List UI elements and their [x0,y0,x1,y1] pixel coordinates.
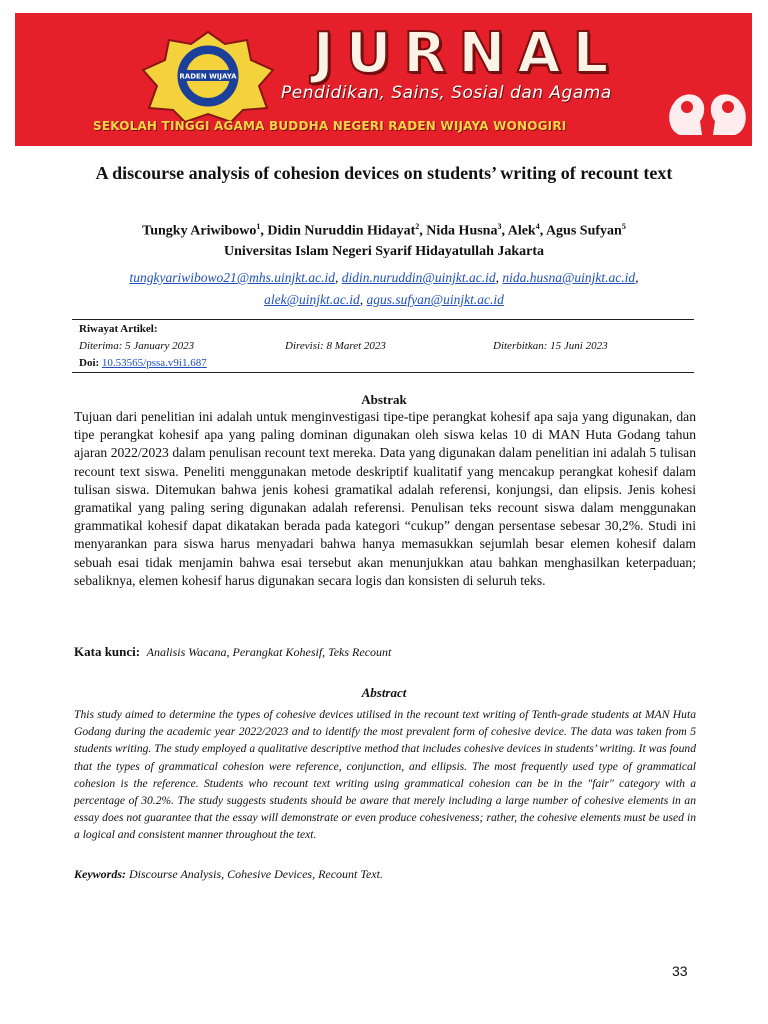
author-affiliation: Universitas Islam Negeri Syarif Hidayatullah Jakarta [223,244,545,259]
heads-graphic-icon [660,73,752,143]
author-sup: 5 [621,222,626,231]
author-sup: 4 [535,222,540,231]
doi-row [79,357,207,369]
author-sup: 1 [256,222,261,231]
journal-subtitle: Pendidikan, Sains, Sosial dan Agama [281,83,612,103]
doi-link[interactable]: 10.53565/pssa.v9i1.687 [101,357,207,369]
author-name: Nida Husna [426,223,498,239]
keywords-label: Keywords: [74,867,126,881]
author-sup: 3 [497,222,502,231]
email-link[interactable]: nida.husna@uinjkt.ac.id [502,270,636,285]
received-date: Diterima: 5 January 2023 [79,340,195,352]
author-list: Tungky Ariwibowo$^1$, Didin Nuruddin Hidayat$^2$, Nida Husna$^3$, Alek$^4$, Agus Sufyan$^5$ [142,222,626,239]
institution-name: SEKOLAH TINGGI AGAMA BUDDHA NEGERI RADEN WIJAYA WONOGIRI [93,119,567,133]
published-date: Diterbitkan: 15 Juni 2023 [493,340,608,352]
keywords-row [74,867,696,882]
abstrak-body: Tujuan dari penelitian ini adalah untuk menginvestigasi tipe-tipe perangkat kohesif apa saja yang digunakan, dan tipe perangkat kohesif apa yang paling dominan digunakan oleh siswa kelas 10 di MAN Huta Godang tahun ajaran 2022/2023 dalam penulisan recount text mereka. Data yang digunakan dalam penelitian ini adalah 5 tulisan recount text siswa. Peneliti menggunakan metode deskriptif kualitatif yang mencakup perangkat kohesif dalam tulisan siswa. Ditemukan bahwa jenis kohesi gramatikal adalah referensi, konjungsi, dan elipsis. Jenis kohesi gramatikal yang paling sering digunakan adalah referensi. Penulisan teks recount siswa dalam menggunakan grammatikal kohesif dapat dikatakan berada pada kategori “cukup” dengan persentase sebesar 30,2%. Studi ini menyarankan para siswa harus menyadari bahwa hanya memasukkan sejumlah besar elemen kohesif dalam sebuah esai tidak menjamin bahwa esai tersebut akan menunjukkan atau bahkan menghasilkan keterpaduan; sebaliknya, elemen kohesif harus digunakan secara logis dan konsisten di seluruh teks. [74,409,696,588]
keywords-values: Discourse Analysis, Cohesive Devices, Recount Text. [129,867,383,881]
journal-header-banner [15,13,752,146]
email-link[interactable]: didin.nuruddin@uinjkt.ac.id [341,270,496,285]
article-history-box [72,319,694,373]
abstrak-heading: Abstrak [361,392,407,407]
doi-label: Doi: [79,357,100,369]
author-sup: 2 [415,222,420,231]
kata-kunci-values: Analisis Wacana, Perangkat Kohesif, Teks Recount [146,645,392,659]
institution-logo [133,30,283,122]
article-title: A discourse analysis of cohesion devices on students’ writing of recount text [95,163,673,183]
revised-date: Direvisi: 8 Maret 2023 [285,340,386,352]
kata-kunci-label: Kata kunci [74,644,136,659]
email-link[interactable]: agus.sufyan@uinjkt.ac.id [366,292,504,307]
author-name: Didin Nuruddin Hidayat [267,223,416,239]
journal-name: JURNAL [313,21,621,86]
author-name: Alek [507,223,536,239]
abstract-body: This study aimed to determine the types of cohesive devices utilised in the recount text writing of Tenth-grade students at MAN Huta Godang during the academic year 2022/2023 and to identify the most prevalent form of cohesive device. The data was taken from 5 students writing. The study employed a qualitative descriptive method that includes cohesive devices in students’ writing. It was found that the types of grammatical cohesion were reference, conjunction, and ellipsis. The most frequently used type of grammatical cohesion is the reference. Students who recount text writing using grammatical cohesion can be in the "fair" category with a percentage of 30.2%. The study suggests students should be aware that merely including a large number of cohesive elements in an essay does not guarantee that the essay will demonstrate or even produce cohesiveness; rather, the cohesive elements must be used in a logical and consistent manner throughout the text. [74,708,696,842]
author-name: Tungky Ariwibowo [142,223,257,239]
history-label: Riwayat Artikel: [79,323,158,335]
logo-text: RADEN WIJAYA [179,72,237,81]
author-emails: tungkyariwibowo21@mhs.uinjkt.ac.id, didin.nuruddin@uinjkt.ac.id, nida.husna@uinjkt.ac.id, alek@uinjkt.ac.id, agus.sufyan@uinjkt.ac.id [129,270,639,307]
author-name: Agus Sufyan [545,223,622,239]
email-link[interactable]: tungkyariwibowo21@mhs.uinjkt.ac.id [129,270,336,285]
page-number: 33 [672,963,688,979]
kata-kunci-row: Kata kunci: Analisis Wacana, Perangkat Kohesif, Teks Recount [74,644,392,659]
email-link[interactable]: alek@uinjkt.ac.id [264,292,360,307]
abstract-heading: Abstract [361,685,407,700]
